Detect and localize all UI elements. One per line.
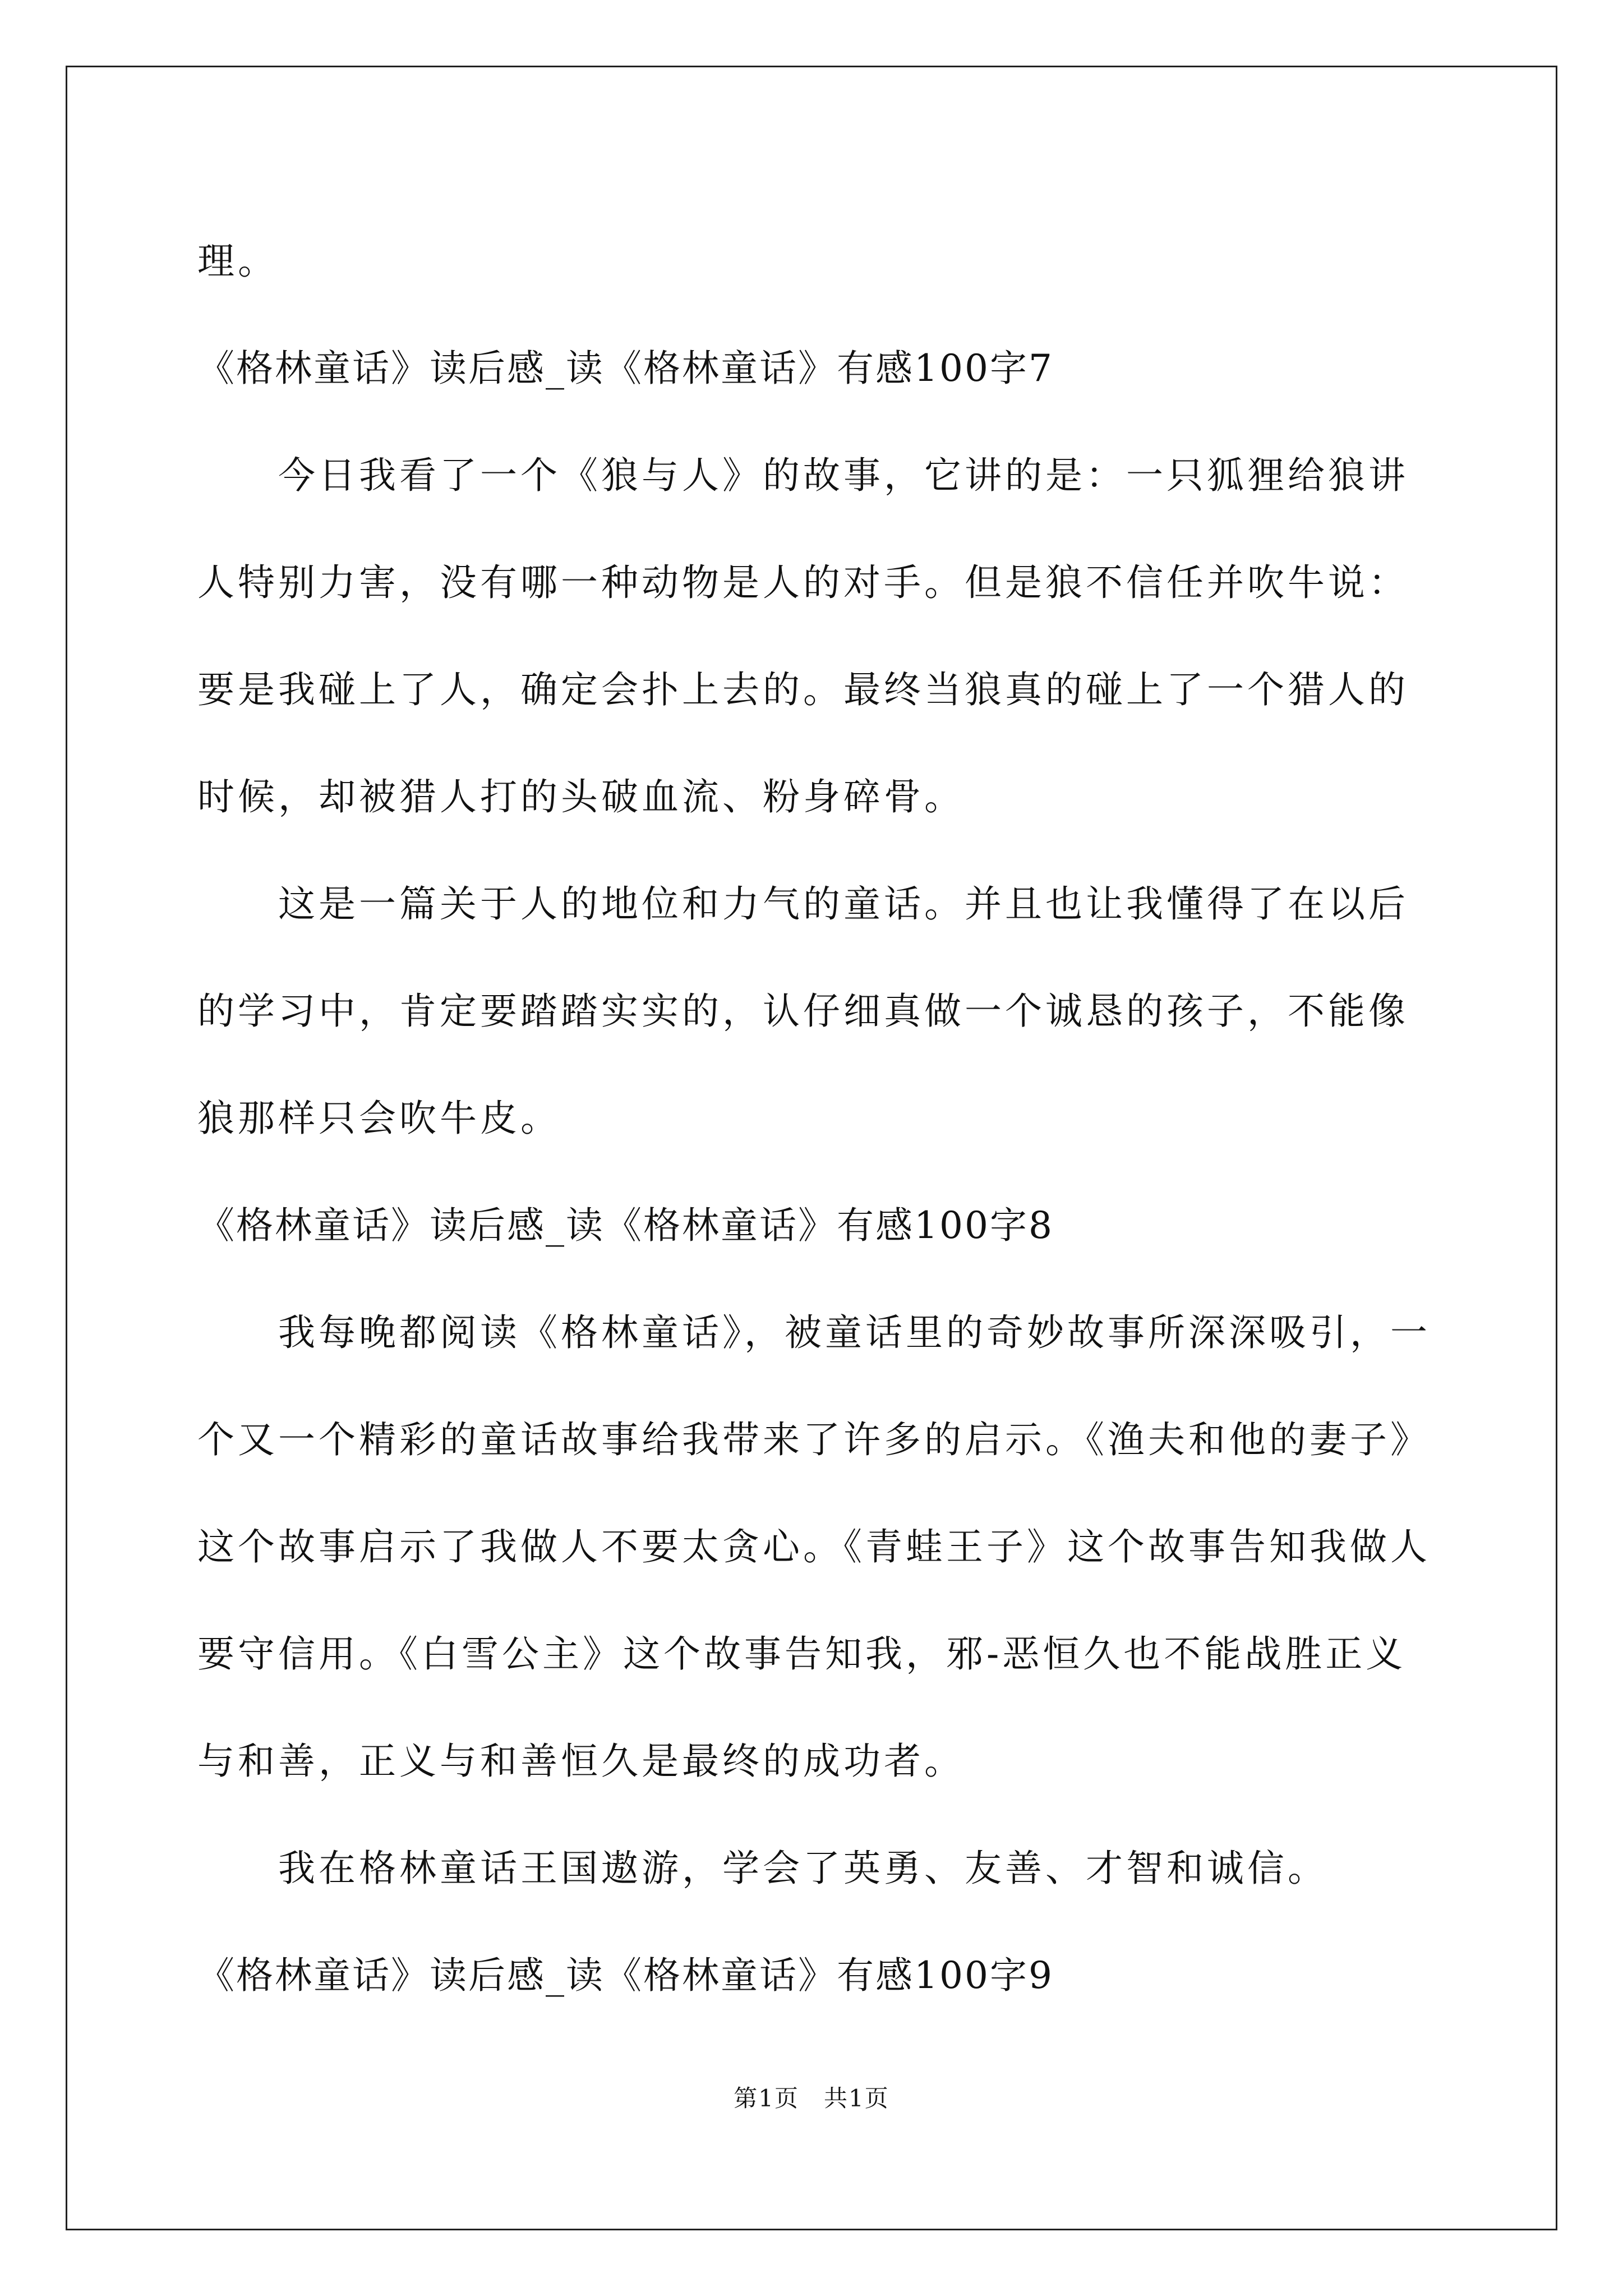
paragraph-line: 要守信用。《白雪公主》这个故事告知我，邪-恶恒久也不能战胜正义 bbox=[197, 1632, 1407, 1676]
paragraph-line: 我每晚都阅读《格林童话》，被童话里的奇妙故事所深深吸引，一 bbox=[278, 1311, 1431, 1354]
paragraph-line: 个又一个精彩的童话故事给我带来了许多的启示。《渔夫和他的妻子》 bbox=[197, 1418, 1431, 1461]
paragraph-line: 与和善，正义与和善恒久是最终的成功者。 bbox=[197, 1740, 965, 1783]
paragraph-line: 的学习中，肯定要踏踏实实的，认仔细真做一个诚恳的孩子，不能像 bbox=[197, 990, 1409, 1033]
paragraph-line: 狼那样只会吹牛皮。 bbox=[197, 1097, 561, 1140]
document-body bbox=[197, 208, 1454, 2029]
paragraph-line: 今日我看了一个《狼与人》的故事，它讲的是：一只狐狸给狼讲 bbox=[278, 454, 1409, 497]
page-footer: 第1页 共1页 bbox=[734, 2085, 889, 2112]
paragraph-line: 要是我碰上了人，确定会扑上去的。最终当狼真的碰上了一个猎人的 bbox=[197, 668, 1409, 711]
paragraph-line: 理。 bbox=[197, 240, 278, 283]
section-heading: 《格林童话》读后感_读《格林童话》有感100字7 bbox=[197, 347, 1054, 390]
section-heading: 《格林童话》读后感_读《格林童话》有感100字9 bbox=[197, 1954, 1054, 1997]
paragraph-line: 这是一篇关于人的地位和力气的童话。并且也让我懂得了在以后 bbox=[278, 882, 1409, 926]
paragraph-line: 人特别力害，没有哪一种动物是人的对手。但是狼不信任并吹牛说： bbox=[197, 561, 1409, 604]
paragraph-line: 这个故事启示了我做人不要太贪心。《青蛙王子》这个故事告知我做人 bbox=[197, 1525, 1431, 1568]
section-heading: 《格林童话》读后感_读《格林童话》有感100字8 bbox=[197, 1204, 1054, 1247]
paragraph-line: 我在格林童话王国遨游，学会了英勇、友善、才智和诚信。 bbox=[278, 1847, 1328, 1890]
paragraph-line: 时候，却被猎人打的头破血流、粉身碎骨。 bbox=[197, 775, 965, 818]
